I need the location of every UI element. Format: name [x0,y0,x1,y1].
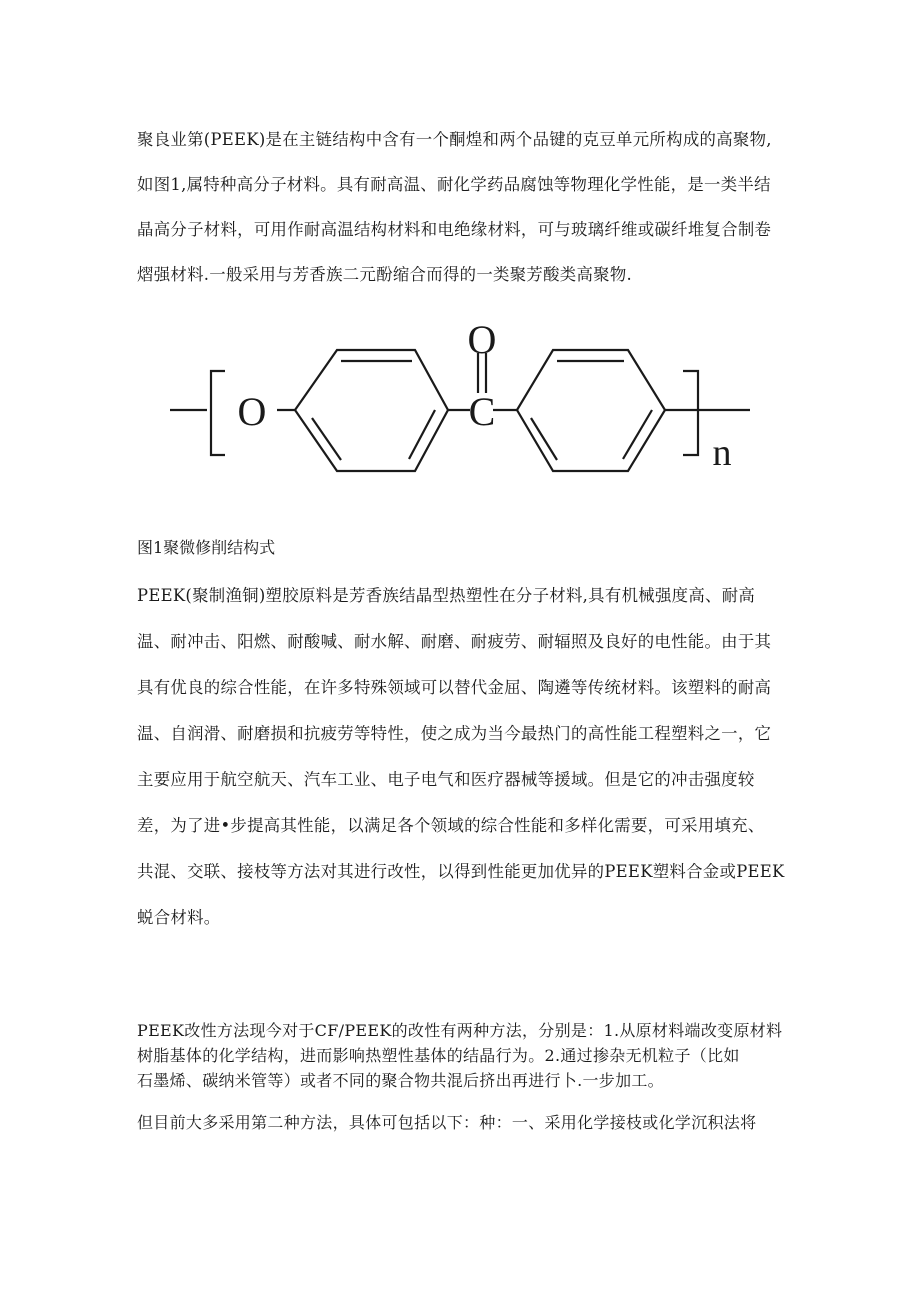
modification-line: 石墨烯、碳纳米管等）或者不同的聚合物共混后挤出再进行卜.一步加工。 [137,1071,664,1090]
carbonyl-oxygen-label: O [467,317,497,362]
closing-paragraph [137,1110,792,1135]
description-line: 差，为了进•步提高其性能，以满足各个领域的综合性能和多样化需要，可采用填充、 [137,816,765,835]
modification-paragraph [137,1018,792,1093]
description-line: 具有优良的综合性能，在许多特殊领域可以替代金屈、陶遴等传统材料。该塑料的耐高 [137,678,772,697]
description-line: 共混、交联、接枝等方法对其进行改性，以得到性能更加优异的PEEK塑料合金或PEEK [137,862,785,881]
intro-paragraph [137,117,792,297]
description-line: PEEK(聚制渔铜)塑胶原料是芳香族结晶型热塑性在分子材料,具有机械强度高、耐高 [137,586,756,605]
carbonyl-carbon-label: C [468,389,496,434]
figure-caption: 图1聚微修削结构式 [137,538,276,557]
description-line: 温、耐冲击、阳燃、耐酸喊、耐水解、耐磨、耐疲劳、耐辐照及良好的电性能。由于其 [137,632,772,651]
description-paragraph [137,573,792,941]
description-line: 蜕合材料。 [137,908,221,927]
modification-line: 树脂基体的化学结构，进而影响热塑性基体的结晶行为。2.通过掺杂无机粒子（比如 [137,1046,740,1065]
peek-structure-diagram [165,313,755,503]
description-line: 温、自润滑、耐磨损和抗疲劳等特性，使之成为当今最热门的高性能工程塑料之一，它 [137,724,772,743]
intro-line: 熠强材料.一般采用与芳香族二元酚缩合而得的一类聚芳酸类高聚物. [137,265,633,284]
modification-line: PEEK改性方法现今对于CF/PEEK的改性有两种方法，分别是：1.从原材料端改变原材料 [137,1021,783,1040]
intro-line: 晶高分子材料，可用作耐高温结构材料和电绝缘材料，可与玻璃纤维或碳纤堆复合制卷 [137,220,772,239]
peek-structure-figure [165,313,755,503]
closing-line: 但目前大多采用第二种方法，具体可包括以下：种：一、采用化学接枝或化学沉积法将 [137,1113,757,1132]
intro-line: 聚良业第(PEEK)是在主链结构中含有一个酮煌和两个品键的克豆单元所构成的高聚物, [137,130,772,149]
intro-line: 如图1,属特种高分子材料。具有耐高温、耐化学药品腐蚀等物理化学性能，是一类半结 [137,175,771,194]
description-line: 主要应用于航空航天、汽车工业、电子电气和医疗器械等援域。但是它的冲击强度较 [137,770,755,789]
repeat-unit-subscript: n [712,432,732,474]
ether-oxygen-label: O [237,389,267,434]
